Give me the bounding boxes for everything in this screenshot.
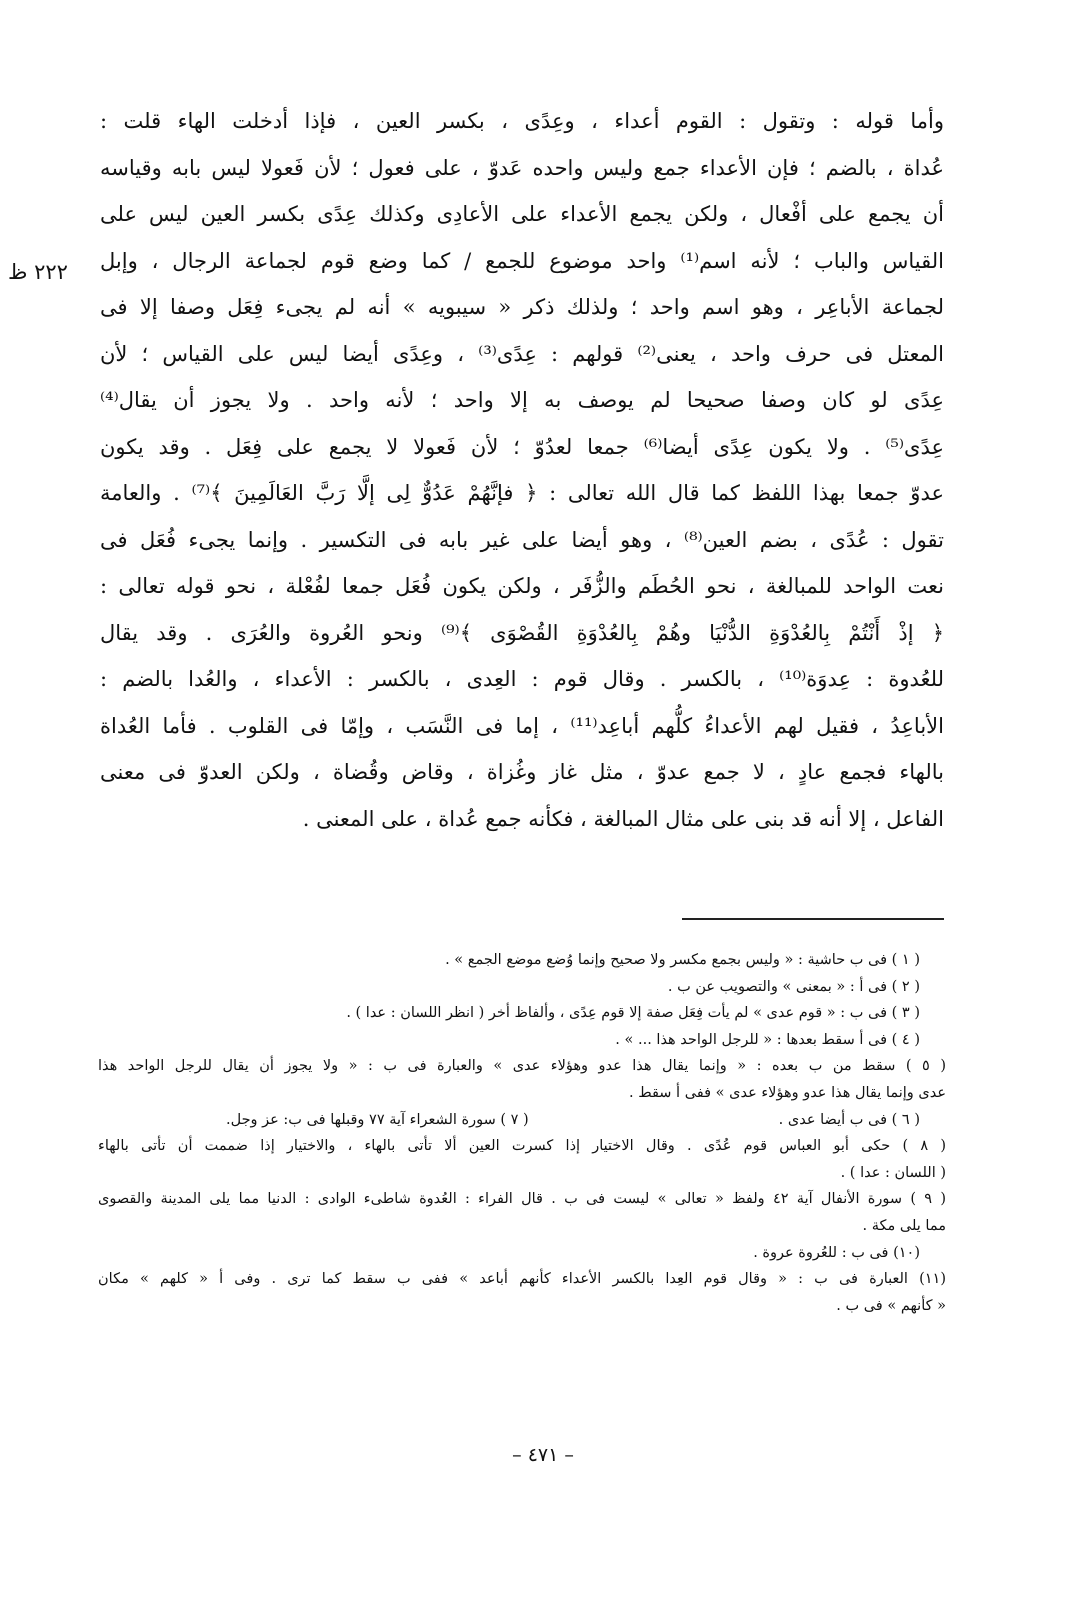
text-line: المعتل فى حرف واحد ، يعنى⁽²⁾ قولهم : عِدًى⁽³⁾ ، وعِدًى أيضا ليس على القياس ؛ لأن bbox=[100, 341, 944, 366]
footnote-9-continued: مما يلى مكة . bbox=[862, 1217, 946, 1234]
footnote-4: ( ٤ ) فى أ سقط بعدها : « للرجل الواحد هذا ... » . bbox=[615, 1031, 920, 1048]
text-line: أن يجمع على أفْعال ، ولكن يجمع الأعداء على الأعادِى وكذلك عِدًى بكسر العين ليس على bbox=[100, 202, 944, 226]
text-line: وأما قوله : وتقول : القوم أعداء ، وعِدًى ، بكسر العين ، فإذا أدخلت الهاء قلت : bbox=[100, 109, 944, 133]
footnote-7: ( ٧ ) سورة الشعراء آية ٧٧ وقبلها فى ب: عز وجل. bbox=[226, 1111, 529, 1128]
footnotes-block bbox=[98, 947, 946, 1319]
footnote-2: ( ٢ ) فى أ : « بمعنى » والتصويب عن ب . bbox=[667, 978, 920, 995]
text-line: لجماعة الأباعِر ، وهو اسم واحد ؛ ولذلك ذكر « سيبويه » أنه لم يجىء فِعَل وصفا إلا فى bbox=[100, 295, 944, 319]
footnote-10: (١٠) فى ب : للعُروة عروة . bbox=[753, 1244, 920, 1261]
text-line: عِدًى⁽⁵⁾ . ولا يكون عِدًى أيضا⁽⁶⁾ جمعا لعدُوّ ؛ لأن فَعولا لا يجمع على فِعَل . وقد يكون bbox=[100, 434, 944, 459]
text-line: ﴿ إذْ أَنْتُمْ بِالعُدْوَةِ الدُّنْيَا وهُمْ بِالعُدْوَةِ القُصْوَى ﴾⁽⁹⁾ ونحو العُروة والعُرَى . وقد يقال bbox=[100, 620, 944, 645]
text-line: تقول : عُدًى ، بضم العين⁽⁸⁾ ، وهو أيضا على غير بابه فى التكسير . وإنما يجىء فُعَل فى bbox=[100, 527, 944, 552]
footnote-separator bbox=[682, 918, 944, 920]
footnote-11: (١١) العبارة فى ب : « وقال قوم العِدا بالكسر الأعداء كأنهم أباعد » ففى ب سقط كما ترى . وفى أ « كلهم » مكان bbox=[98, 1271, 946, 1288]
text-line: نعت الواحد للمبالغة ، نحو الحُطَم والزُّفَر ، ولكن يكون فُعَل جمعا لفُعْلة ، نحو قوله تعالى : bbox=[100, 574, 944, 598]
text-line: للعُدوة : عِدوَة⁽¹⁰⁾ ، بالكسر . وقال قوم : العِدى ، بالكسر : الأعداء ، والعُدا بالضم : bbox=[100, 667, 944, 691]
main-text-block bbox=[100, 98, 944, 842]
footnote-6: ( ٦ ) فى ب أيضا عدى . bbox=[778, 1111, 920, 1128]
footnote-row-6-7 bbox=[98, 1107, 946, 1134]
text-line: عِدًى لو كان وصفا صحيحا لم يوصف به إلا واحد ؛ لأنه واحد . ولا يجوز أن يقال⁽⁴⁾ bbox=[100, 388, 944, 412]
footnote-8-continued: ( اللسان : عدا ) . bbox=[840, 1164, 946, 1181]
margin-folio-note: ٢٢٢ ظ bbox=[8, 260, 68, 284]
text-line: بالهاء فجمع عادٍ ، لا جمع عدوّ ، مثل غاز وغُزاة ، وقاض وقُضاة ، ولكن العدوّ فى معنى bbox=[100, 760, 944, 784]
footnote-5: ( ٥ ) سقط من ب بعده : « وإنما يقال هذا عدو وهؤلاء عدى » والعبارة فى ب : « ولا يجوز أن يقال للرجل الواحد هذا bbox=[98, 1058, 946, 1075]
footnote-3: ( ٣ ) فى ب : « قوم عدى » لم يأت فِعَل صفة إلا قوم عِدًى ، وألفاظ أخر ( انظر اللسان : عدا ) . bbox=[346, 1005, 920, 1022]
text-line: عُداة ، بالضم ؛ فإن الأعداء جمع وليس واحده عَدوّ ، على فعول ؛ لأن فَعولا ليس بابه وقياسه bbox=[100, 155, 944, 180]
text-line: الفاعل ، إلا أنه قد بنى على مثال المبالغة ، فكأنه جمع عُداة ، على المعنى . bbox=[302, 806, 944, 831]
footnote-9: ( ٩ ) سورة الأنفال آية ٤٢ ولفظ « تعالى » ليست فى ب . قال الفراء : العُدوة شاطىء الوادى : الدنيا مما يلى المدينة والقصوى bbox=[98, 1191, 946, 1208]
text-line: عدوّ جمعا بهذا اللفظ كما قال الله تعالى : ﴿ فإنَّهُمْ عَدُوٌّ لِى إلَّا رَبَّ العَالَمِينَ ﴾⁽⁷⁾ . والعامة bbox=[100, 481, 944, 505]
footnote-1: ( ١ ) فى ب حاشية : « وليس بجمع مكسر ولا صحيح وإنما وُضع موضع الجمع » . bbox=[445, 952, 920, 968]
text-line: القياس والباب ؛ لأنه اسم⁽¹⁾ واحد موضوع للجمع / كما وضع قوم لجماعة الرجال ، وإبل bbox=[100, 248, 944, 273]
footnote-5-continued: عدى وإنما يقال هذا عدو وهؤلاء عدى » ففى أ سقط . bbox=[628, 1084, 946, 1101]
footnote-11-continued: « كأنهم » فى ب . bbox=[836, 1297, 946, 1314]
page-number: – ٤٧١ – bbox=[512, 1444, 574, 1466]
footnote-8: ( ٨ ) حكى أبو العباس قوم عُدًى . وقال الاختيار إذا كسرت العين ألا تأتى بالهاء ، والاختيار إذا ضممت أن تأتى بالهاء bbox=[98, 1138, 946, 1155]
text-line: الأباعِدُ ، فقيل لهم الأعداءُ كلُّهم أباعِد⁽¹¹⁾ ، إما فى النَّسَب ، وإمّا فى القلوب . فأما العُداة bbox=[100, 713, 944, 738]
